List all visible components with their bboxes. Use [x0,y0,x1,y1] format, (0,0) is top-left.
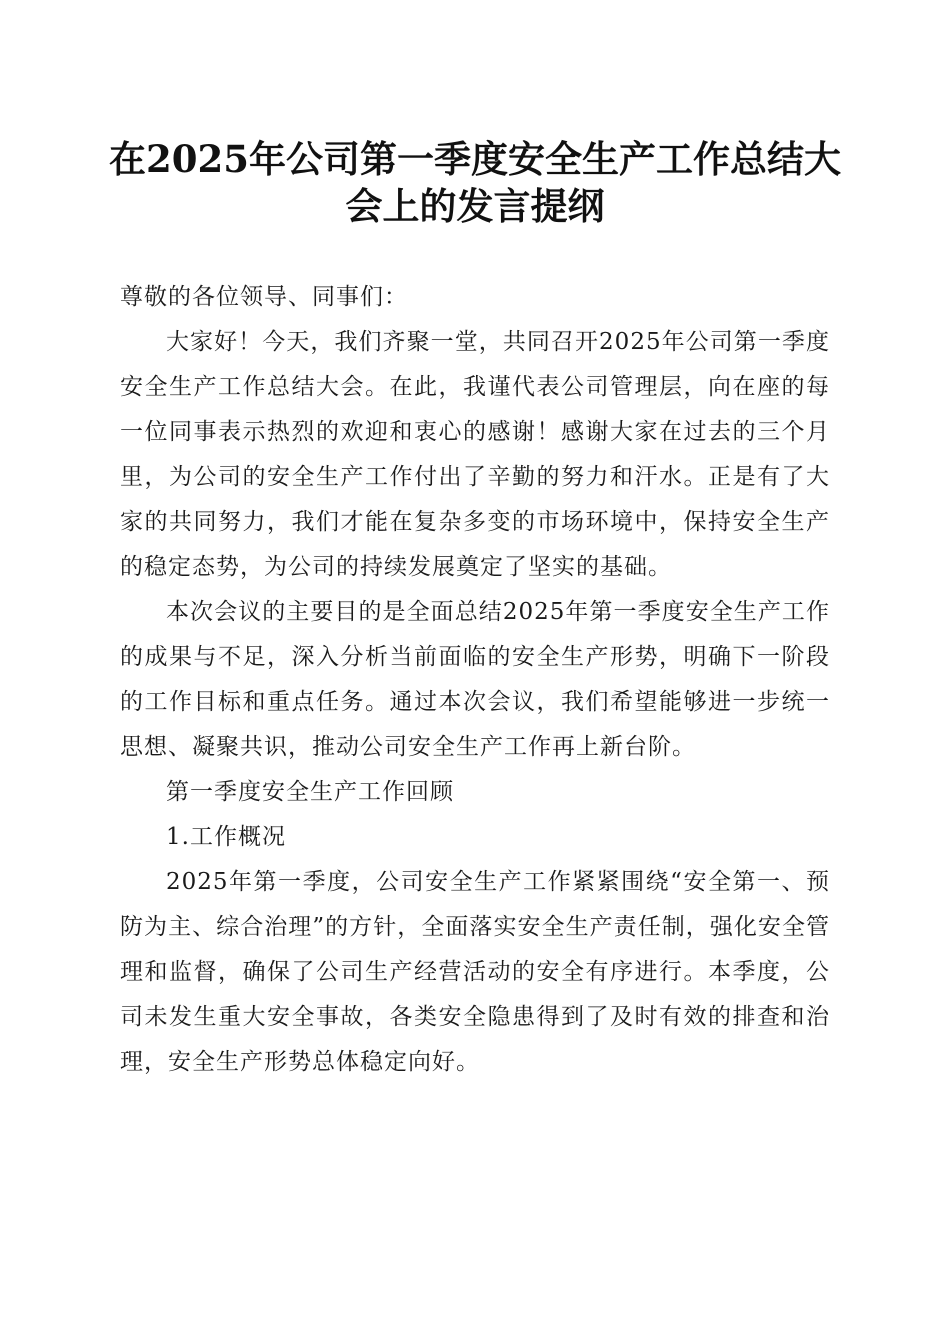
paragraph-opening: 大家好！今天，我们齐聚一堂，共同召开2025年公司第一季度安全生产工作总结大会。在此，我谨代表公司管理层，向在座的每一位同事表示热烈的欢迎和衷心的感谢！感谢大家在过去的三个月里，为公司的安全生产工作付出了辛勤的努力和汗水。正是有了大家的共同努力，我们才能在复杂多变的市场环境中，保持安全生产的稳定态势，为公司的持续发展奠定了坚实的基础。 [120,329,830,580]
paragraph-overview: 2025年第一季度，公司安全生产工作紧紧围绕“安全第一、预防为主、综合治理”的方针，全面落实安全生产责任制，强化安全管理和监督，确保了公司生产经营活动的安全有序进行。本季度，公司未发生重大安全事故，各类安全隐患得到了及时有效的排查和治理，安全生产形势总体稳定向好。 [120,869,830,1075]
document-title: 在2025年公司第一季度安全生产工作总结大会上的发言提纲 [109,137,841,228]
document-body [120,275,830,1085]
subsection-heading: 1.工作概况 [166,824,286,850]
salutation: 尊敬的各位领导、同事们： [120,284,408,310]
paragraph-purpose: 本次会议的主要目的是全面总结2025年第一季度安全生产工作的成果与不足，深入分析当前面临的安全生产形势，明确下一阶段的工作目标和重点任务。通过本次会议，我们希望能够进一步统一思想、凝聚共识，推动公司安全生产工作再上新台阶。 [120,599,830,760]
section-heading: 第一季度安全生产工作回顾 [166,779,454,805]
